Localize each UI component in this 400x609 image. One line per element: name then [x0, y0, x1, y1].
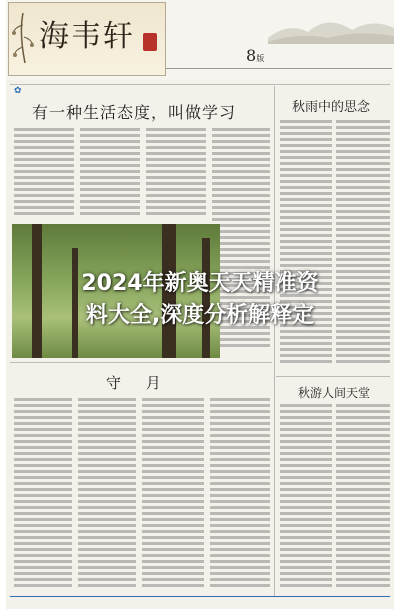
masthead-title: 海韦轩 [39, 19, 135, 54]
page-unit: 版 [256, 54, 265, 63]
text-column [142, 398, 204, 590]
divider [276, 376, 390, 377]
text-column [80, 128, 140, 218]
divider [10, 362, 272, 363]
masthead-logo [8, 2, 166, 76]
text-column [78, 398, 136, 590]
footer-rule [10, 596, 390, 597]
overlay-caption [0, 268, 400, 340]
page-number-value: 8 [246, 46, 257, 65]
text-column [210, 398, 270, 590]
divider [10, 84, 390, 85]
article-title: 秋游人间天堂 [298, 386, 371, 400]
article-title: 秋雨中的思念 [292, 100, 371, 115]
masthead [6, 0, 394, 80]
overlay-line: 料大全,深度分析解释定 [85, 303, 315, 328]
masthead-rule [166, 68, 392, 69]
page-number [246, 46, 264, 65]
branch-illustration [11, 13, 35, 63]
text-column [14, 128, 74, 218]
landscape-illustration [268, 4, 394, 44]
overlay-line: 2024年新奥天天精准资 [81, 271, 319, 296]
text-column [280, 404, 332, 590]
seal-stamp [143, 33, 157, 51]
text-column [146, 128, 206, 218]
article-title: 有一种生活态度，叫做学习 [32, 103, 237, 122]
section-tag: ✿ [14, 86, 22, 96]
text-column [336, 404, 390, 590]
column-divider [274, 86, 275, 596]
article-title: 守 月 [106, 374, 171, 392]
text-column [14, 398, 72, 590]
